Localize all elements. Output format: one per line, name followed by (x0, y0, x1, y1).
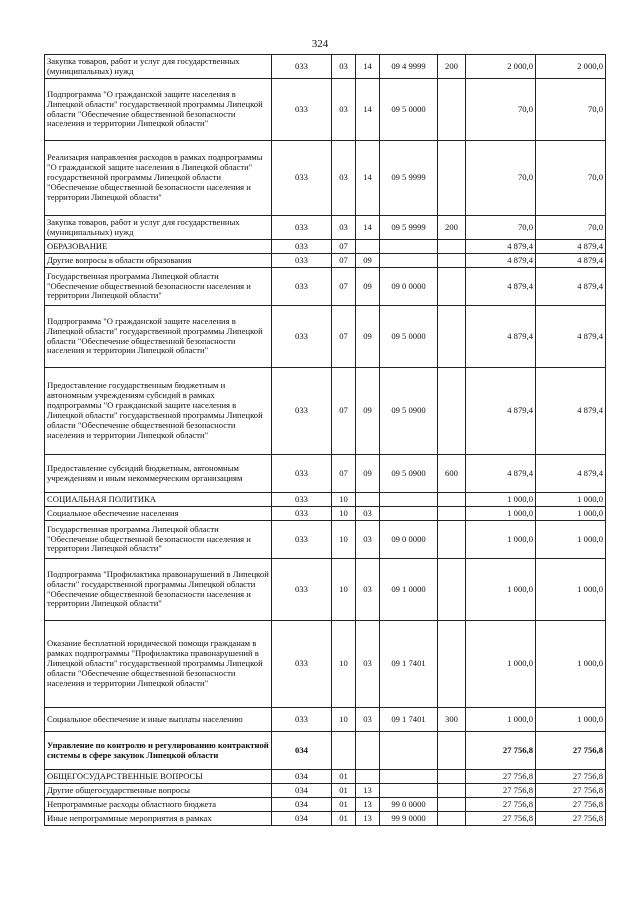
row-amount-2: 70,0 (536, 141, 606, 216)
row-subsection: 14 (356, 216, 380, 240)
row-name: Закупка товаров, работ и услуг для государственных (муниципальных) нужд (45, 55, 272, 79)
row-amount-2: 1 000,0 (536, 708, 606, 732)
row-subsection: 09 (356, 368, 380, 455)
row-amount-2: 27 756,8 (536, 798, 606, 812)
row-section (332, 732, 356, 770)
row-ved: 033 (272, 216, 332, 240)
row-name: Другие общегосударственные вопросы (45, 784, 272, 798)
table-row (45, 254, 606, 268)
row-ved: 033 (272, 455, 332, 493)
row-amount-1: 1 000,0 (466, 493, 536, 507)
table-row (45, 240, 606, 254)
row-ved: 033 (272, 306, 332, 368)
row-section: 10 (332, 493, 356, 507)
row-target-article: 09 0 0000 (380, 268, 438, 306)
row-ved: 033 (272, 240, 332, 254)
row-target-article: 09 5 0000 (380, 79, 438, 141)
row-section: 01 (332, 798, 356, 812)
row-amount-2: 1 000,0 (536, 507, 606, 521)
row-expense-type (438, 240, 466, 254)
row-section: 10 (332, 708, 356, 732)
row-target-article: 09 0 0000 (380, 521, 438, 559)
table-row (45, 621, 606, 708)
table-row (45, 798, 606, 812)
row-section: 03 (332, 216, 356, 240)
row-target-article (380, 732, 438, 770)
table-row (45, 368, 606, 455)
row-section: 01 (332, 812, 356, 826)
row-ved: 033 (272, 368, 332, 455)
table-row (45, 268, 606, 306)
row-expense-type (438, 559, 466, 621)
row-section: 07 (332, 455, 356, 493)
row-section: 10 (332, 559, 356, 621)
row-amount-2: 70,0 (536, 79, 606, 141)
row-ved: 034 (272, 784, 332, 798)
row-subsection: 13 (356, 784, 380, 798)
row-amount-1: 1 000,0 (466, 708, 536, 732)
table-row (45, 55, 606, 79)
row-target-article: 99 0 0000 (380, 798, 438, 812)
row-ved: 033 (272, 254, 332, 268)
row-amount-1: 4 879,4 (466, 268, 536, 306)
row-name: Предоставление государственным бюджетным и автономным учреждениям субсидий в рамках подпрограммы "О гражданской защите населения в Липецкой области" государственной программы Липецкой области "Обеспечение общественной безопасности населения и территории Липецкой области" (45, 368, 272, 455)
row-subsection: 14 (356, 55, 380, 79)
row-ved: 033 (272, 708, 332, 732)
row-expense-type (438, 268, 466, 306)
row-ved: 033 (272, 79, 332, 141)
row-ved: 034 (272, 732, 332, 770)
budget-table-body (45, 55, 606, 826)
row-name: ОБРАЗОВАНИЕ (45, 240, 272, 254)
table-row (45, 770, 606, 784)
row-name: Подпрограмма "Профилактика правонарушений в Липецкой области" государственной программы Липецкой области "Обеспечение общественной безопасности населения и территории Липецкой области" (45, 559, 272, 621)
row-amount-2: 27 756,8 (536, 732, 606, 770)
row-amount-2: 27 756,8 (536, 784, 606, 798)
row-target-article: 09 5 0000 (380, 306, 438, 368)
row-subsection: 09 (356, 254, 380, 268)
row-amount-1: 4 879,4 (466, 368, 536, 455)
row-subsection (356, 770, 380, 784)
table-row (45, 455, 606, 493)
row-name: Другие вопросы в области образования (45, 254, 272, 268)
table-row (45, 493, 606, 507)
row-subsection (356, 493, 380, 507)
row-subsection: 03 (356, 507, 380, 521)
row-expense-type (438, 798, 466, 812)
row-expense-type (438, 812, 466, 826)
row-section: 07 (332, 268, 356, 306)
row-target-article: 09 5 0900 (380, 368, 438, 455)
row-target-article: 09 1 7401 (380, 621, 438, 708)
row-target-article: 09 5 9999 (380, 216, 438, 240)
row-name: Управление по контролю и регулированию контрактной системы в сфере закупок Липецкой области (45, 732, 272, 770)
budget-table (44, 54, 606, 826)
row-section: 07 (332, 368, 356, 455)
row-target-article: 09 4 9999 (380, 55, 438, 79)
row-name: Социальное обеспечение и иные выплаты населению (45, 708, 272, 732)
row-target-article (380, 770, 438, 784)
row-subsection: 09 (356, 306, 380, 368)
row-name: Предоставление субсидий бюджетным, автономным учреждениям и иным некоммерческим организациям (45, 455, 272, 493)
row-name: Государственная программа Липецкой области "Обеспечение общественной безопасности населения и территории Липецкой области" (45, 268, 272, 306)
row-amount-1: 1 000,0 (466, 559, 536, 621)
row-ved: 033 (272, 493, 332, 507)
row-section: 07 (332, 254, 356, 268)
row-amount-1: 27 756,8 (466, 812, 536, 826)
row-amount-1: 4 879,4 (466, 240, 536, 254)
row-subsection (356, 732, 380, 770)
row-section: 10 (332, 621, 356, 708)
table-row (45, 784, 606, 798)
table-row (45, 79, 606, 141)
row-expense-type (438, 79, 466, 141)
row-section: 01 (332, 770, 356, 784)
row-subsection: 03 (356, 621, 380, 708)
row-name: СОЦИАЛЬНАЯ ПОЛИТИКА (45, 493, 272, 507)
table-row (45, 812, 606, 826)
row-subsection: 13 (356, 812, 380, 826)
row-amount-1: 4 879,4 (466, 455, 536, 493)
row-target-article: 09 5 9999 (380, 141, 438, 216)
row-name: Иные непрограммные мероприятия в рамках (45, 812, 272, 826)
row-ved: 033 (272, 55, 332, 79)
row-expense-type (438, 770, 466, 784)
row-amount-2: 27 756,8 (536, 812, 606, 826)
row-name: Оказание бесплатной юридической помощи гражданам в рамках подпрограммы "Профилактика правонарушений в Липецкой области" государственной программы Липецкой области "Обеспечение общественной безопасности населения и территории Липецкой области" (45, 621, 272, 708)
row-subsection: 03 (356, 559, 380, 621)
row-amount-2: 1 000,0 (536, 559, 606, 621)
row-name: Закупка товаров, работ и услуг для государственных (муниципальных) нужд (45, 216, 272, 240)
row-section: 03 (332, 79, 356, 141)
row-expense-type: 200 (438, 55, 466, 79)
row-amount-1: 27 756,8 (466, 732, 536, 770)
row-amount-2: 27 756,8 (536, 770, 606, 784)
table-row (45, 306, 606, 368)
row-subsection (356, 240, 380, 254)
row-ved: 033 (272, 507, 332, 521)
row-subsection: 13 (356, 798, 380, 812)
row-section: 10 (332, 507, 356, 521)
row-expense-type (438, 507, 466, 521)
row-ved: 033 (272, 621, 332, 708)
table-row (45, 141, 606, 216)
table-row (45, 521, 606, 559)
row-name: Социальное обеспечение населения (45, 507, 272, 521)
row-expense-type (438, 141, 466, 216)
row-target-article (380, 507, 438, 521)
row-section: 03 (332, 141, 356, 216)
row-target-article: 09 5 0900 (380, 455, 438, 493)
table-row (45, 708, 606, 732)
row-expense-type: 300 (438, 708, 466, 732)
row-amount-2: 4 879,4 (536, 268, 606, 306)
row-amount-1: 27 756,8 (466, 798, 536, 812)
row-section: 03 (332, 55, 356, 79)
row-amount-1: 27 756,8 (466, 784, 536, 798)
row-amount-1: 1 000,0 (466, 621, 536, 708)
row-target-article (380, 784, 438, 798)
row-expense-type (438, 493, 466, 507)
row-name: Государственная программа Липецкой области "Обеспечение общественной безопасности населения и территории Липецкой области" (45, 521, 272, 559)
row-ved: 034 (272, 798, 332, 812)
table-row (45, 559, 606, 621)
row-amount-1: 70,0 (466, 141, 536, 216)
table-row (45, 216, 606, 240)
row-amount-1: 4 879,4 (466, 306, 536, 368)
row-name: ОБЩЕГОСУДАРСТВЕННЫЕ ВОПРОСЫ (45, 770, 272, 784)
row-expense-type (438, 306, 466, 368)
row-ved: 033 (272, 521, 332, 559)
row-name: Реализация направления расходов в рамках подпрограммы "О гражданской защите населения в Липецкой области" государственной программы Липецкой области "Обеспечение общественной безопасности населения и территории Липецкой области" (45, 141, 272, 216)
row-ved: 033 (272, 268, 332, 306)
row-ved: 033 (272, 141, 332, 216)
row-target-article (380, 493, 438, 507)
row-ved: 034 (272, 770, 332, 784)
row-expense-type: 600 (438, 455, 466, 493)
row-expense-type (438, 254, 466, 268)
row-amount-1: 2 000,0 (466, 55, 536, 79)
row-subsection: 03 (356, 708, 380, 732)
row-expense-type (438, 732, 466, 770)
row-ved: 033 (272, 559, 332, 621)
row-target-article: 99 9 0000 (380, 812, 438, 826)
row-subsection: 03 (356, 521, 380, 559)
page-number: 324 (311, 38, 329, 50)
row-amount-2: 4 879,4 (536, 254, 606, 268)
row-target-article (380, 254, 438, 268)
row-name: Подпрограмма "О гражданской защите населения в Липецкой области" государственной программы Липецкой области "Обеспечение общественной безопасности населения и территории Липецкой области" (45, 79, 272, 141)
row-subsection: 09 (356, 455, 380, 493)
row-amount-2: 2 000,0 (536, 55, 606, 79)
row-amount-2: 4 879,4 (536, 240, 606, 254)
row-name: Подпрограмма "О гражданской защите населения в Липецкой области" государственной программы Липецкой области "Обеспечение общественной безопасности населения и территории Липецкой области" (45, 306, 272, 368)
row-subsection: 14 (356, 141, 380, 216)
row-target-article: 09 1 7401 (380, 708, 438, 732)
row-ved: 034 (272, 812, 332, 826)
row-name: Непрограммные расходы областного бюджета (45, 798, 272, 812)
row-subsection: 09 (356, 268, 380, 306)
row-amount-2: 1 000,0 (536, 521, 606, 559)
row-subsection: 14 (356, 79, 380, 141)
row-section: 01 (332, 784, 356, 798)
row-amount-1: 4 879,4 (466, 254, 536, 268)
row-target-article (380, 240, 438, 254)
row-amount-1: 1 000,0 (466, 507, 536, 521)
row-amount-2: 4 879,4 (536, 455, 606, 493)
row-amount-1: 70,0 (466, 79, 536, 141)
row-target-article: 09 1 0000 (380, 559, 438, 621)
row-expense-type: 200 (438, 216, 466, 240)
row-section: 07 (332, 240, 356, 254)
row-amount-1: 1 000,0 (466, 521, 536, 559)
row-amount-2: 1 000,0 (536, 621, 606, 708)
row-expense-type (438, 521, 466, 559)
row-amount-1: 70,0 (466, 216, 536, 240)
row-section: 10 (332, 521, 356, 559)
row-amount-2: 1 000,0 (536, 493, 606, 507)
row-expense-type (438, 368, 466, 455)
row-amount-2: 4 879,4 (536, 306, 606, 368)
table-row (45, 732, 606, 770)
row-section: 07 (332, 306, 356, 368)
row-expense-type (438, 784, 466, 798)
row-expense-type (438, 621, 466, 708)
row-amount-2: 4 879,4 (536, 368, 606, 455)
row-amount-1: 27 756,8 (466, 770, 536, 784)
table-row (45, 507, 606, 521)
row-amount-2: 70,0 (536, 216, 606, 240)
